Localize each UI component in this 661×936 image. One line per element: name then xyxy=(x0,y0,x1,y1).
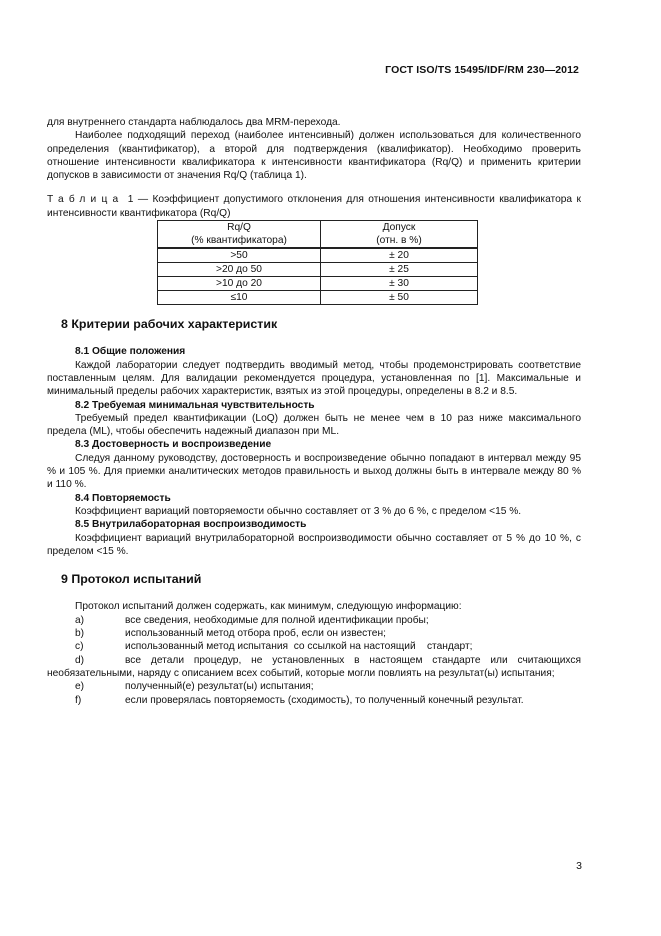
subsection-8-2-title: 8.2 Требуемая минимальная чувствительность xyxy=(75,399,315,411)
list-item xyxy=(75,640,581,653)
list-item-letter: c) xyxy=(75,641,84,653)
header-ratio-line1: Rq/Q xyxy=(227,222,251,234)
subsection-8-3-text xyxy=(47,452,581,492)
list-item-text: если проверялась повторяемость (сходимость), то полученный конечный результат. xyxy=(125,694,524,706)
subsection-8-5-title: 8.5 Внутрилабораторная воспроизводимость xyxy=(75,519,307,531)
section-9-title: 9 Протокол испытаний xyxy=(61,572,202,587)
subsection-8-4-body: Коэффициент вариаций повторяемости обычно составляет от 3 % до 6 %, с пределом <15 %. xyxy=(75,505,522,517)
list-item-letter: e) xyxy=(75,681,85,693)
list-item-text: использованный метод испытания со ссылкой на настоящий стандарт; xyxy=(125,641,473,653)
table-header-tolerance xyxy=(321,221,478,249)
subsection-8-1-text xyxy=(47,359,581,399)
table-cell-range: ≤10 xyxy=(158,291,321,305)
subsection-8-3-title: 8.3 Достоверность и воспроизведение xyxy=(75,439,272,451)
subsection-8-5-text xyxy=(47,532,581,559)
table-cell-range: >20 до 50 xyxy=(158,263,321,277)
subsection-8-2-body: Требуемый предел квантификации (LoQ) должен быть не менее чем в 10 раз ниже максимального предела (ML), чтобы обеспечить надежный диапазон при ML. xyxy=(47,412,581,438)
list-item xyxy=(75,680,581,693)
list-item-letter: d) xyxy=(75,654,85,666)
tolerance-table xyxy=(157,220,478,305)
table-caption-label: Таблица xyxy=(47,194,124,206)
list-item-text: все сведения, необходимые для полной идентификации пробы; xyxy=(125,614,429,626)
table-caption-text: 1 — Коэффициент допустимого отклонения для отношения интенсивности квалификатора к интенсивности квантификатора (Rq/Q) xyxy=(47,194,581,219)
table-row xyxy=(158,291,478,305)
header-tolerance-line2: (отн. в %) xyxy=(376,235,422,247)
table-cell-tolerance: ± 30 xyxy=(321,277,478,291)
list-item-text: полученный(е) результат(ы) испытания; xyxy=(125,681,314,693)
list-item xyxy=(47,654,581,681)
subsection-8-1-body: Каждой лаборатории следует подтвердить вводимый метод, чтобы продемонстрировать соответствие поставленным целям. Для валидации рекомендуется процедура, установленная по [1]. Максимальные и минимальный пределы рабочих характеристик, взятых из этой процедуры, определены в 8.2 и 8.5. xyxy=(47,359,581,398)
intro-paragraph-1: для внутреннего стандарта наблюдалось два MRM-перехода. xyxy=(47,117,341,128)
table-cell-range: >50 xyxy=(158,248,321,263)
table-header-ratio xyxy=(158,221,321,249)
intro-paragraph-2 xyxy=(47,129,581,182)
table-cell-tolerance: ± 50 xyxy=(321,291,478,305)
subsection-8-5-body: Коэффициент вариаций внутрилабораторной воспроизводимости обычно составляет от 5 % до 10 %, с пределом <15 %. xyxy=(47,532,581,557)
table-cell-range: >10 до 20 xyxy=(158,277,321,291)
list-item xyxy=(75,614,581,627)
section-9-intro: Протокол испытаний должен содержать, как минимум, следующую информацию: xyxy=(75,601,462,613)
section-8-title: 8 Критерии рабочих характеристик xyxy=(61,317,278,332)
list-item xyxy=(75,627,581,640)
table-row xyxy=(158,248,478,263)
list-item-letter: a) xyxy=(75,614,85,626)
table-row xyxy=(158,277,478,291)
subsection-8-2-text xyxy=(47,412,581,439)
table-cell-tolerance: ± 25 xyxy=(321,263,478,277)
list-item xyxy=(75,694,581,707)
list-item-text: использованный метод отбора проб, если он известен; xyxy=(125,628,386,640)
table-caption xyxy=(47,193,581,220)
list-item-letter: b) xyxy=(75,628,85,640)
table-row xyxy=(158,263,478,277)
subsection-8-3-body: Следуя данному руководству, достоверность и воспроизведение обычно попадают в интервал между 95 % и 105 %. Для приемки аналитических методов правильность и выход должны быть в интервале между 80 % и 110 %. xyxy=(47,452,581,491)
header-tolerance-line1: Допуск xyxy=(382,222,416,234)
list-item-text: все детали процедур, не установленных в настоящем стандарте или считающихся необязательными, наряду с описанием всех событий, которые могли повлиять на результат(ы) испытания; xyxy=(47,654,581,679)
document-header: ГОСТ ISO/TS 15495/IDF/RM 230—2012 xyxy=(385,64,579,76)
subsection-8-4-title: 8.4 Повторяемость xyxy=(75,492,171,504)
header-ratio-line2: (% квантификатора) xyxy=(191,235,287,247)
table-cell-tolerance: ± 20 xyxy=(321,248,478,263)
subsection-8-1-title: 8.1 Общие положения xyxy=(75,346,186,358)
table-header-row xyxy=(158,221,478,249)
subsection-8-4-text xyxy=(47,505,581,518)
list-item-letter: f) xyxy=(75,694,82,706)
page-content xyxy=(47,116,581,707)
page-number: 3 xyxy=(576,860,582,872)
intro-paragraph-2-text: Наиболее подходящий переход (наиболее интенсивный) должен использоваться для количественного определения (квантификатор), а второй для подтверждения (квалификатор). Необходимо проверить отношение интенсивности квалификатора к интенсивности квантификатора (Rq/Q) и применить критерии допусков в зависимости от значения Rq/Q (таблица 1). xyxy=(47,130,581,182)
